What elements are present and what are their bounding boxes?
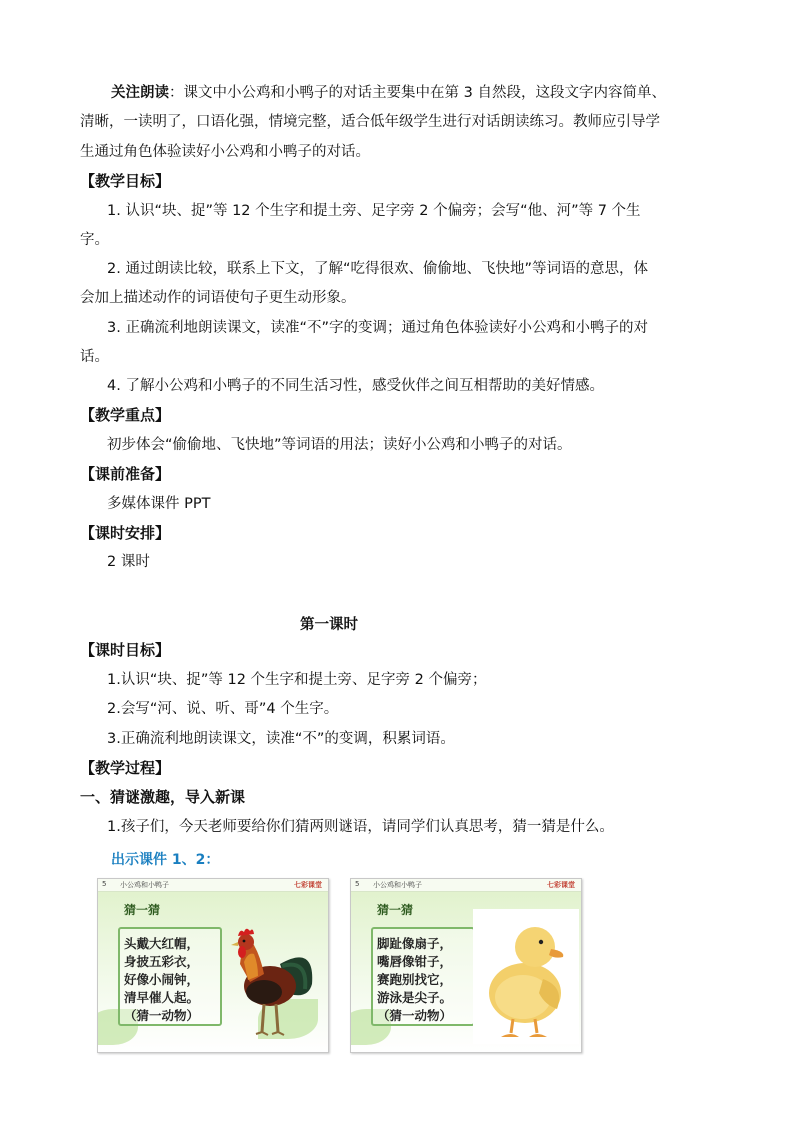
slide-logo: 七彩课堂 [547,881,575,889]
riddle-box [118,927,222,1026]
goal-1-line-b: 字。 [80,232,109,248]
schedule-heading: 【课时安排】 [80,524,171,542]
riddle-line: 好像小闹钟， [124,972,200,987]
riddle-line: 嘴唇像钳子， [377,954,453,969]
process-heading: 【教学过程】 [80,759,171,777]
slide-topbar [351,879,581,892]
slide-logo: 七彩课堂 [294,881,322,889]
intro-line-1 [111,83,666,103]
slide-number: 5 [355,880,360,888]
lesson-goal-1: 1.认识“块、捉”等 12 个生字和提土旁、足字旁 2 个偏旁； [107,672,487,688]
goal-3-line-b: 话。 [80,349,109,365]
focus-heading: 【教学重点】 [80,406,171,424]
goal-1-line-a: 1. 认识“块、捉”等 12 个生字和提土旁、足字旁 2 个偏旁；会写“他、河”等 7 个生 [107,203,641,219]
focus-text: 初步体会“偷偷地、飞快地”等词语的用法；读好小公鸡和小鸭子的对话。 [107,437,572,453]
riddle-line: 游泳是尖子。 [377,990,453,1005]
intro-line-3: 生通过角色体验读好小公鸡和小鸭子的对话。 [80,144,370,160]
riddle-line: 清早催人起。 [124,990,200,1005]
lesson-goal-2: 2.会写“河、说、听、哥”4 个生字。 [107,701,339,717]
goal-2-line-a: 2. 通过朗读比较，联系上下文，了解“吃得很欢、偷偷地、飞快地”等词语的意思，体 [107,261,648,277]
riddle-line: （猜一动物） [377,1008,453,1023]
prep-heading: 【课前准备】 [80,465,171,483]
goals-heading: 【教学目标】 [80,172,171,190]
goal-2-line-b: 会加上描述动作的词语使句子更生动形象。 [80,290,356,306]
intro-lead: 关注朗读 [111,85,169,101]
schedule-text: 2 课时 [107,554,150,570]
slide-2 [350,878,582,1053]
slide-small-title: 小公鸡和小鸭子 [373,881,422,889]
goal-4: 4. 了解小公鸡和小鸭子的不同生活习性，感受伙伴之间互相帮助的美好情感。 [107,378,604,394]
slide-topbar [98,879,328,892]
intro-text-1: ：课文中小公鸡和小鸭子的对话主要集中在第 3 自然段，这段文字内容简单、 [169,85,666,101]
goal-3-line-a: 3. 正确流利地朗读课文，读准“不”字的变调；通过角色体验读好小公鸡和小鸭子的对 [107,320,648,336]
riddle-line: 身披五彩衣， [124,954,200,969]
duckling-icon [473,909,579,1044]
step-1-heading: 一、猜谜激趣，导入新课 [80,788,246,806]
lesson-goal-3: 3.正确流利地朗读课文，读准“不”的变调，积累词语。 [107,731,455,747]
lesson-goals-heading: 【课时目标】 [80,641,171,659]
riddle-line: 脚趾像扇子， [377,936,453,951]
riddle-box [371,927,475,1026]
intro-line-2: 清晰，一读明了，口语化强，情境完整，适合低年级学生进行对话朗读练习。教师应引导学 [80,114,660,130]
slide-heading: 猜一猜 [377,903,414,917]
slide-label: 出示课件 1、2： [111,852,220,868]
step-1-text: 1.孩子们，今天老师要给你们猜两则谜语，请同学们认真思考，猜一猜是什么。 [107,819,614,835]
slide-heading: 猜一猜 [124,903,161,917]
lesson-title: 第一课时 [300,617,358,633]
riddle-line: （猜一动物） [124,1008,200,1023]
slide-small-title: 小公鸡和小鸭子 [120,881,169,889]
slide-1 [97,878,329,1053]
rooster-icon [220,924,320,1044]
slide-number: 5 [102,880,107,888]
prep-text: 多媒体课件 PPT [107,496,211,512]
riddle-line: 赛跑别找它， [377,972,453,987]
riddle-line: 头戴大红帽， [124,936,200,951]
